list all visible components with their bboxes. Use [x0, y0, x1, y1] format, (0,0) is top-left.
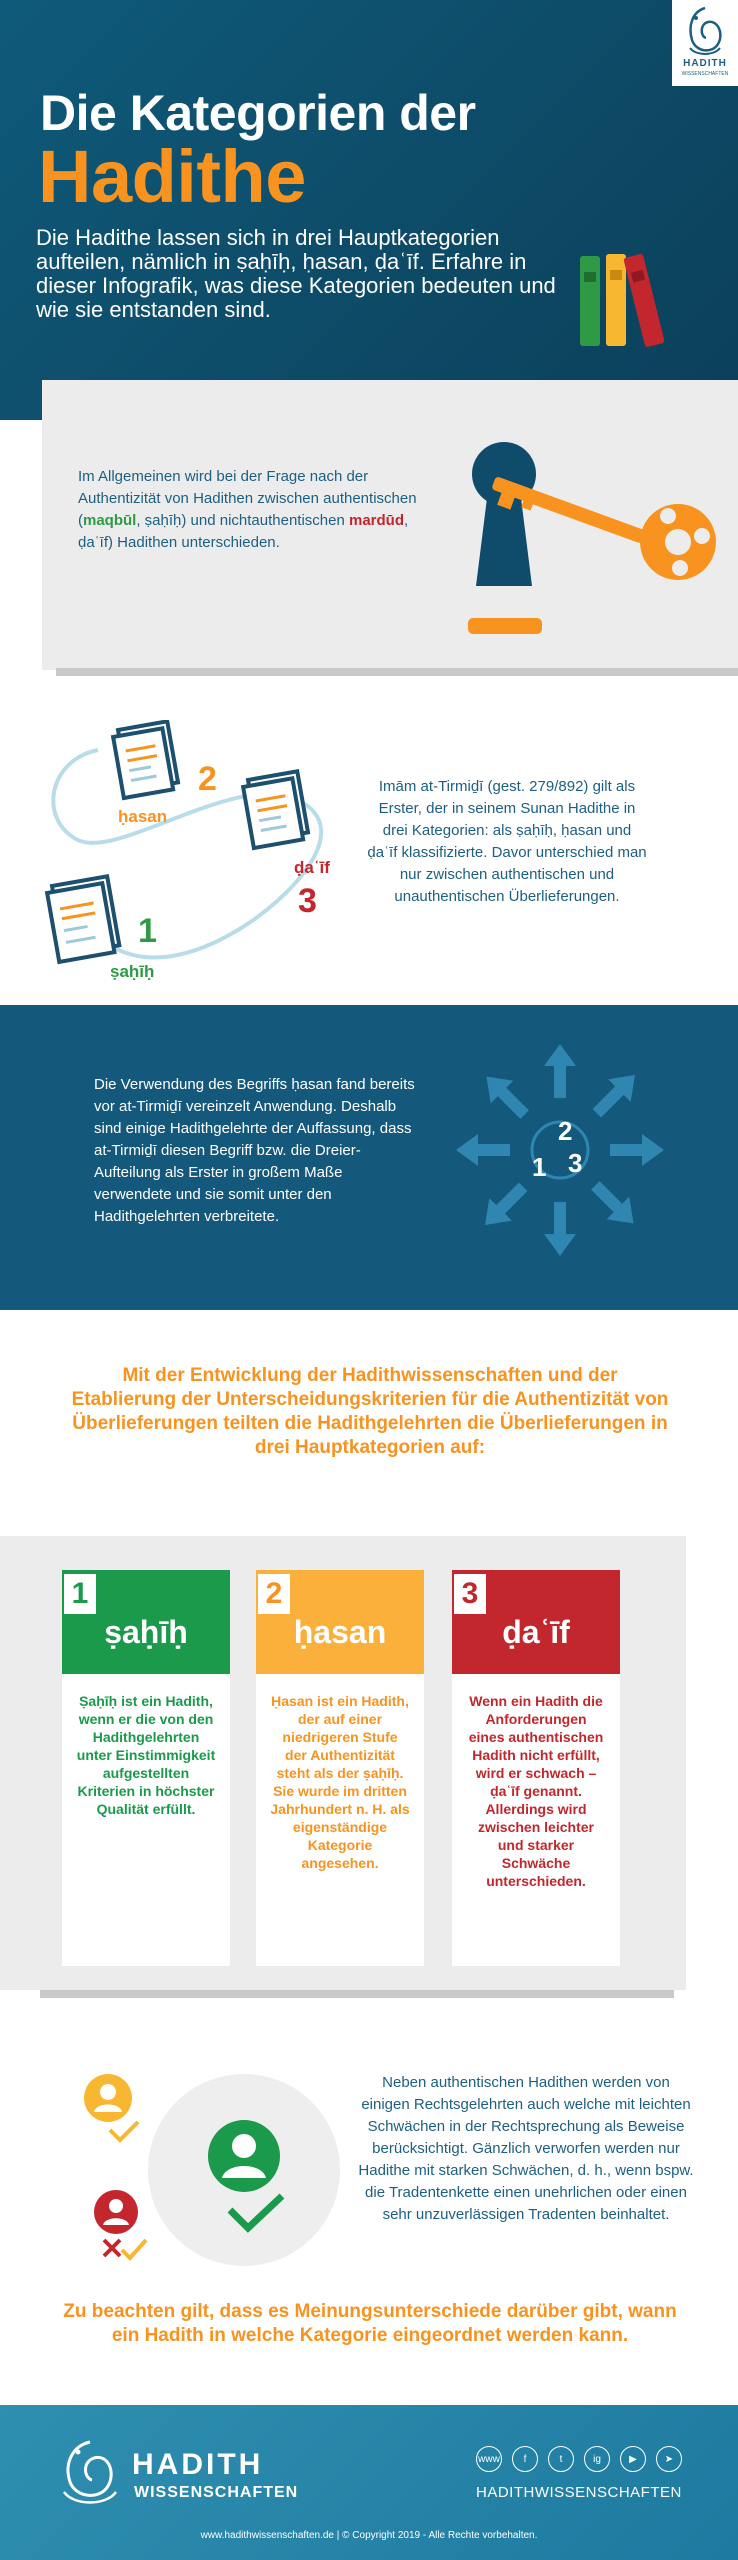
category-description: Ḥasan ist ein Hadith, der auf einer niedrigeren Stufe der Authentizität steht als der ṣaḥīḥ. Sie wurde im dritten Jahrhundert n. H. als eigenständige Kategorie angesehen. — [270, 1693, 410, 1871]
category-number: 2 — [258, 1574, 290, 1614]
category-title: ṣaḥīḥ — [104, 1614, 188, 1650]
category-description: Wenn ein Hadith die Anforderungen eines authentischen Hadith nicht erfüllt, wird er schwach – ḍaʿīf genannt. Allerdings wird zwischen leichter und starker Schwäche unterschieden. — [468, 1693, 604, 1889]
term-mardud: mardūd — [349, 512, 405, 529]
page-title-line2: Hadithe — [38, 135, 306, 218]
key-lock-icon — [456, 440, 726, 640]
intro-text: Die Hadithe lassen sich in drei Hauptkategorien aufteilen, nämlich in ṣaḥīḥ, ḥasan, ḍaʿīf. Erfahre in dieser Infografik, was diese Kategorien bedeuten und wie sie entstanden sind. — [36, 225, 556, 322]
books-icon — [576, 250, 672, 348]
label-daif: ḍaʿīf — [294, 858, 330, 877]
weak-hadith-text: Neben authentischen Hadithen werden von einigen Rechtsgelehrten auch welche mit leichten Schwächen in der Rechtsprechung als Beweise berücksichtigt. Gänzlich verworfen werden nur Hadithe mit starken Schwächen, d. h., wenn bspw. die Tradentenkette einen unehrlichen oder einen sehr unzuverlässigen Tradenten beinhaltet. — [358, 2074, 694, 2223]
telegram-icon[interactable]: ➤ — [656, 2446, 682, 2472]
authenticity-text — [78, 466, 418, 554]
category-title: ḥasan — [293, 1614, 387, 1650]
arrows-outward-icon — [452, 1040, 668, 1260]
www-icon[interactable]: www — [476, 2446, 502, 2472]
people-evaluation-icon — [70, 2060, 360, 2280]
category-title: ḍaʿīf — [502, 1614, 570, 1650]
category-header — [62, 1570, 230, 1674]
page-title-line1: Die Kategorien der — [40, 85, 476, 141]
footer-brand: HADITH — [132, 2448, 264, 2481]
twitter-icon[interactable]: t — [548, 2446, 574, 2472]
note-text: Zu beachten gilt, dass es Meinungsunterschiede darüber gibt, wann ein Hadith in welche Kategorie eingeordnet werden kann. — [63, 2301, 677, 2346]
category-card-hasan — [256, 1570, 424, 1966]
facebook-icon[interactable]: f — [512, 2446, 538, 2472]
term-maqbul: maqbūl — [83, 512, 137, 529]
category-description: Ṣaḥīḥ ist ein Hadith, wenn er die von den Hadithgelehrten unter Einstimmigkeit aufgestellten Kriterien in höchster Qualität erfüllt. — [76, 1693, 216, 1817]
tirmidhi-text: Imām at-Tirmiḏī (gest. 279/892) gilt als Erster, der in seinem Sunan Hadithe in drei Kategorien: als ṣaḥīḥ, ḥasan und ḍaʿīf klassifizierte. Davor unterschied man nur zwischen authentischen und unauthentischen Überlieferungen. — [367, 778, 647, 905]
logo-text: HADITH — [683, 58, 727, 69]
instagram-icon[interactable]: ig — [584, 2446, 610, 2472]
authenticity-text-part3: , ḍaʿīf) Hadithen unterschieden. — [78, 512, 409, 551]
logo — [672, 0, 738, 86]
center-number-1: 1 — [532, 1152, 547, 1182]
logo-subtext: WISSENSCHAFTEN — [681, 71, 729, 77]
category-card-daif — [452, 1570, 620, 1966]
center-number-3: 3 — [568, 1148, 583, 1178]
panel-shadow — [56, 668, 738, 676]
social-handle[interactable]: HADITHWISSENSCHAFTEN — [476, 2484, 682, 2501]
number-1: 1 — [138, 912, 157, 950]
number-3: 3 — [298, 882, 317, 920]
category-number: 3 — [454, 1574, 486, 1614]
categories-shadow — [40, 1990, 674, 1998]
label-hasan: ḥasan — [118, 807, 168, 826]
footer-brand-sub: WISSENSCHAFTEN — [134, 2484, 299, 2501]
youtube-icon[interactable]: ▶ — [620, 2446, 646, 2472]
category-card-sahih — [62, 1570, 230, 1966]
spread-text: Die Verwendung des Begriffs ḥasan fand bereits vor at-Tirmiḏī vereinzelt Anwendung. Deshalb sind einige Hadithgelehrte der Auffassung, dass at-Tirmiḏī diesen Begriff bzw. die Dreier-Aufteilung als Erster in großem Maße verwendete und sie somit unter den Hadithgelehrten verbreitete. — [94, 1076, 415, 1225]
center-number-2: 2 — [558, 1116, 573, 1146]
authenticity-text-part1: Im Allgemeinen wird bei der Frage nach der Authentizität von Hadithen zwischen authentischen ( — [78, 468, 417, 529]
authenticity-text-part2: , ṣaḥīḥ) und nichtauthentischen — [136, 512, 349, 529]
categories-headline: Mit der Entwicklung der Hadithwissenschaften und der Etablierung der Unterscheidungskriterien für die Authentizität von Überlieferungen teilten die Hadithgelehrten die Überlieferungen in drei Hauptkategorien auf: — [71, 1365, 669, 1458]
number-2: 2 — [198, 760, 217, 798]
category-number: 1 — [64, 1574, 96, 1614]
label-sahih: ṣaḥīḥ — [110, 962, 155, 981]
category-header — [256, 1570, 424, 1674]
category-header — [452, 1570, 620, 1674]
footer-logo-icon — [52, 2436, 128, 2516]
copyright: www.hadithwissenschaften.de | © Copyright 2019 - Alle Rechte vorbehalten. — [200, 2530, 538, 2541]
